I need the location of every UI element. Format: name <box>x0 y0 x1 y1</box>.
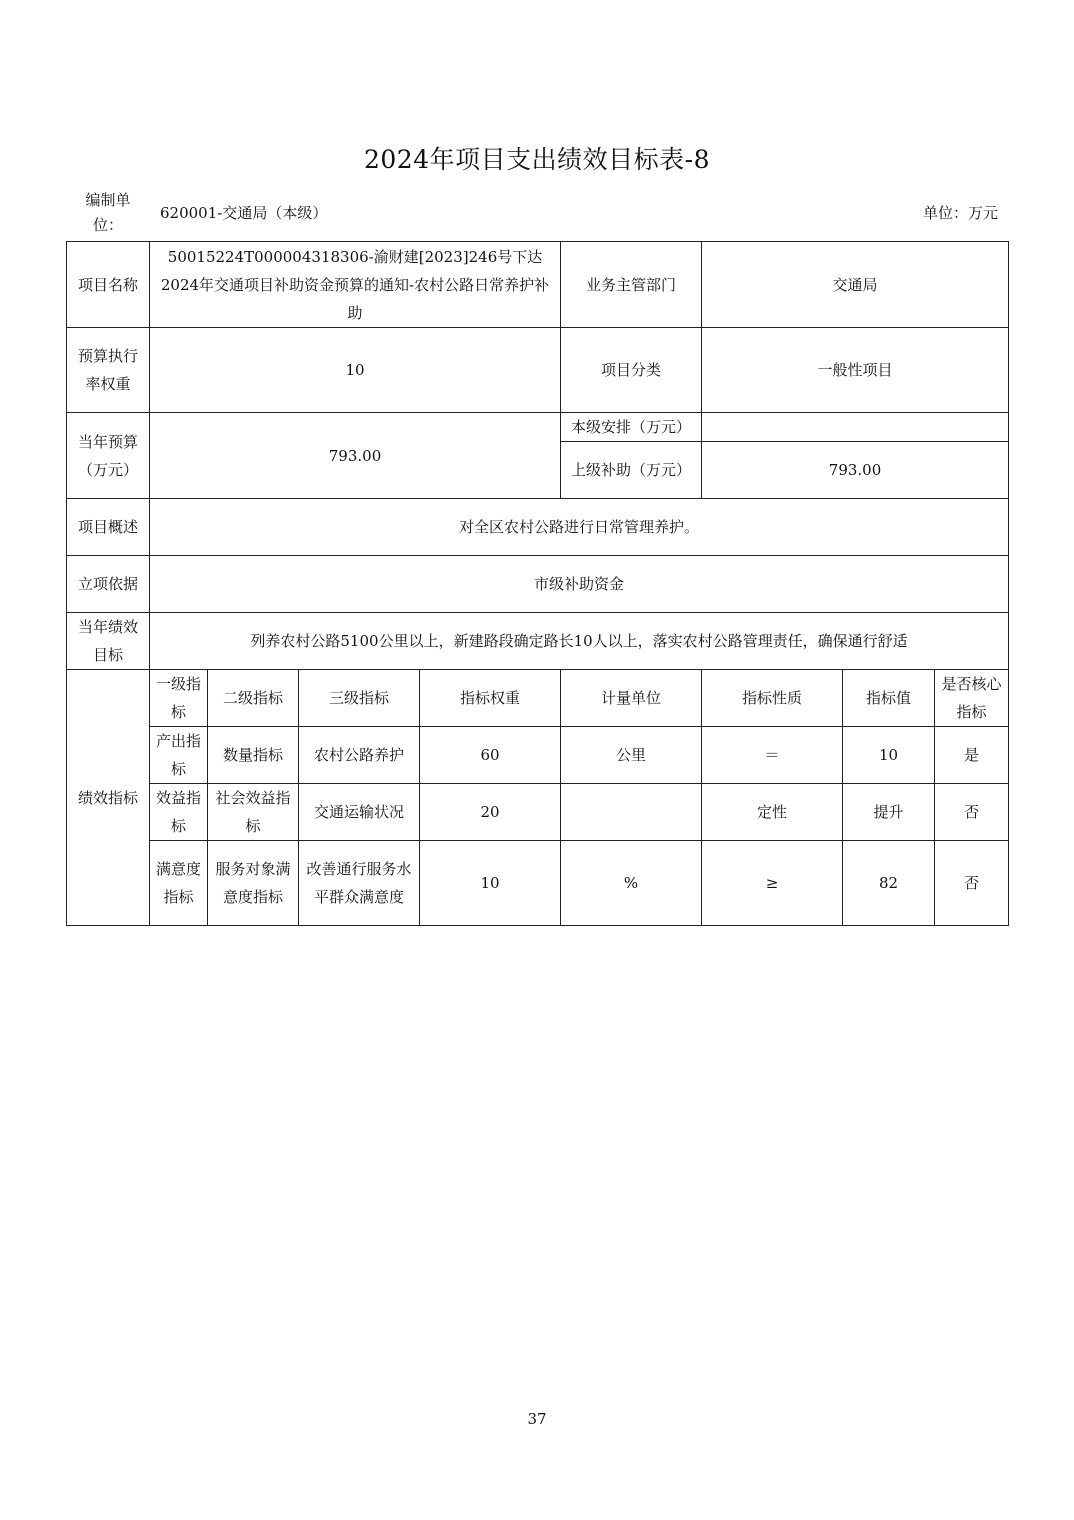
indicator-header-row <box>67 670 1009 727</box>
budget-label: 当年预算（万元） <box>67 413 150 499</box>
weight-row <box>67 328 1009 413</box>
indicator-cell: 提升 <box>843 784 935 841</box>
project-name-row <box>67 242 1009 328</box>
budget-row-1 <box>67 413 1009 442</box>
page-number: 37 <box>527 1410 547 1428</box>
indicator-cell: 否 <box>935 784 1009 841</box>
category-label: 项目分类 <box>561 328 702 413</box>
indicator-header-cell: 二级指标 <box>208 670 299 727</box>
indicator-cell <box>561 784 702 841</box>
superior-value: 793.00 <box>702 442 1009 499</box>
indicator-header-cell: 指标性质 <box>702 670 843 727</box>
basis-row <box>67 556 1009 613</box>
indicator-cell: 效益指标 <box>150 784 208 841</box>
indicator-header-cell: 指标值 <box>843 670 935 727</box>
basis-label: 立项依据 <box>67 556 150 613</box>
indicator-cell: % <box>561 841 702 926</box>
indicator-row <box>67 784 1009 841</box>
overview-row <box>67 499 1009 556</box>
performance-target-table <box>66 241 1009 926</box>
category-value: 一般性项目 <box>702 328 1009 413</box>
indicator-cell: 农村公路养护 <box>299 727 420 784</box>
overview-label: 项目概述 <box>67 499 150 556</box>
indicator-cell: 10 <box>420 841 561 926</box>
superior-label: 上级补助（万元） <box>561 442 702 499</box>
project-name-label: 项目名称 <box>67 242 150 328</box>
indicator-cell: 60 <box>420 727 561 784</box>
indicator-cell: 定性 <box>702 784 843 841</box>
indicator-cell: 数量指标 <box>208 727 299 784</box>
goal-value: 列养农村公路5100公里以上，新建路段确定路长10人以上，落实农村公路管理责任，确保通行舒适 <box>150 613 1009 670</box>
org-value: 620001-交通局（本级） <box>160 204 328 222</box>
indicator-cell: 10 <box>843 727 935 784</box>
unit-label: 单位：万元 <box>922 204 998 222</box>
indicator-cell: 交通运输状况 <box>299 784 420 841</box>
indicator-header-cell: 计量单位 <box>561 670 702 727</box>
local-value <box>702 413 1009 442</box>
indicator-section-label: 绩效指标 <box>67 670 150 926</box>
org-label: 编制单位： <box>85 191 131 234</box>
goal-row <box>67 613 1009 670</box>
dept-value: 交通局 <box>702 242 1009 328</box>
indicator-header-cell: 一级指标 <box>150 670 208 727</box>
budget-value: 793.00 <box>150 413 561 499</box>
indicator-cell: 产出指标 <box>150 727 208 784</box>
indicator-cell: 82 <box>843 841 935 926</box>
indicator-cell: ≥ <box>702 841 843 926</box>
indicator-cell: 公里 <box>561 727 702 784</box>
weight-label: 预算执行率权重 <box>67 328 150 413</box>
indicator-cell: 改善通行服务水平群众满意度 <box>299 841 420 926</box>
weight-value: 10 <box>150 328 561 413</box>
indicator-header-cell: 是否核心指标 <box>935 670 1009 727</box>
overview-value: 对全区农村公路进行日常管理养护。 <box>150 499 1009 556</box>
indicator-cell: 社会效益指标 <box>208 784 299 841</box>
indicator-row <box>67 727 1009 784</box>
indicator-cell: 满意度指标 <box>150 841 208 926</box>
indicator-cell: 20 <box>420 784 561 841</box>
basis-value: 市级补助资金 <box>150 556 1009 613</box>
indicator-cell: 否 <box>935 841 1009 926</box>
indicator-header-cell: 指标权重 <box>420 670 561 727</box>
project-name-value: 50015224T000004318306-渝财建[2023]246号下达2024年交通项目补助资金预算的通知-农村公路日常养护补助 <box>150 242 561 328</box>
local-label: 本级安排（万元） <box>561 413 702 442</box>
page-title: 2024年项目支出绩效目标表-8 <box>364 145 710 174</box>
indicator-cell: ＝ <box>702 727 843 784</box>
goal-label: 当年绩效目标 <box>67 613 150 670</box>
dept-label: 业务主管部门 <box>561 242 702 328</box>
indicator-row <box>67 841 1009 926</box>
indicator-header-cell: 三级指标 <box>299 670 420 727</box>
indicator-cell: 服务对象满意度指标 <box>208 841 299 926</box>
indicator-cell: 是 <box>935 727 1009 784</box>
